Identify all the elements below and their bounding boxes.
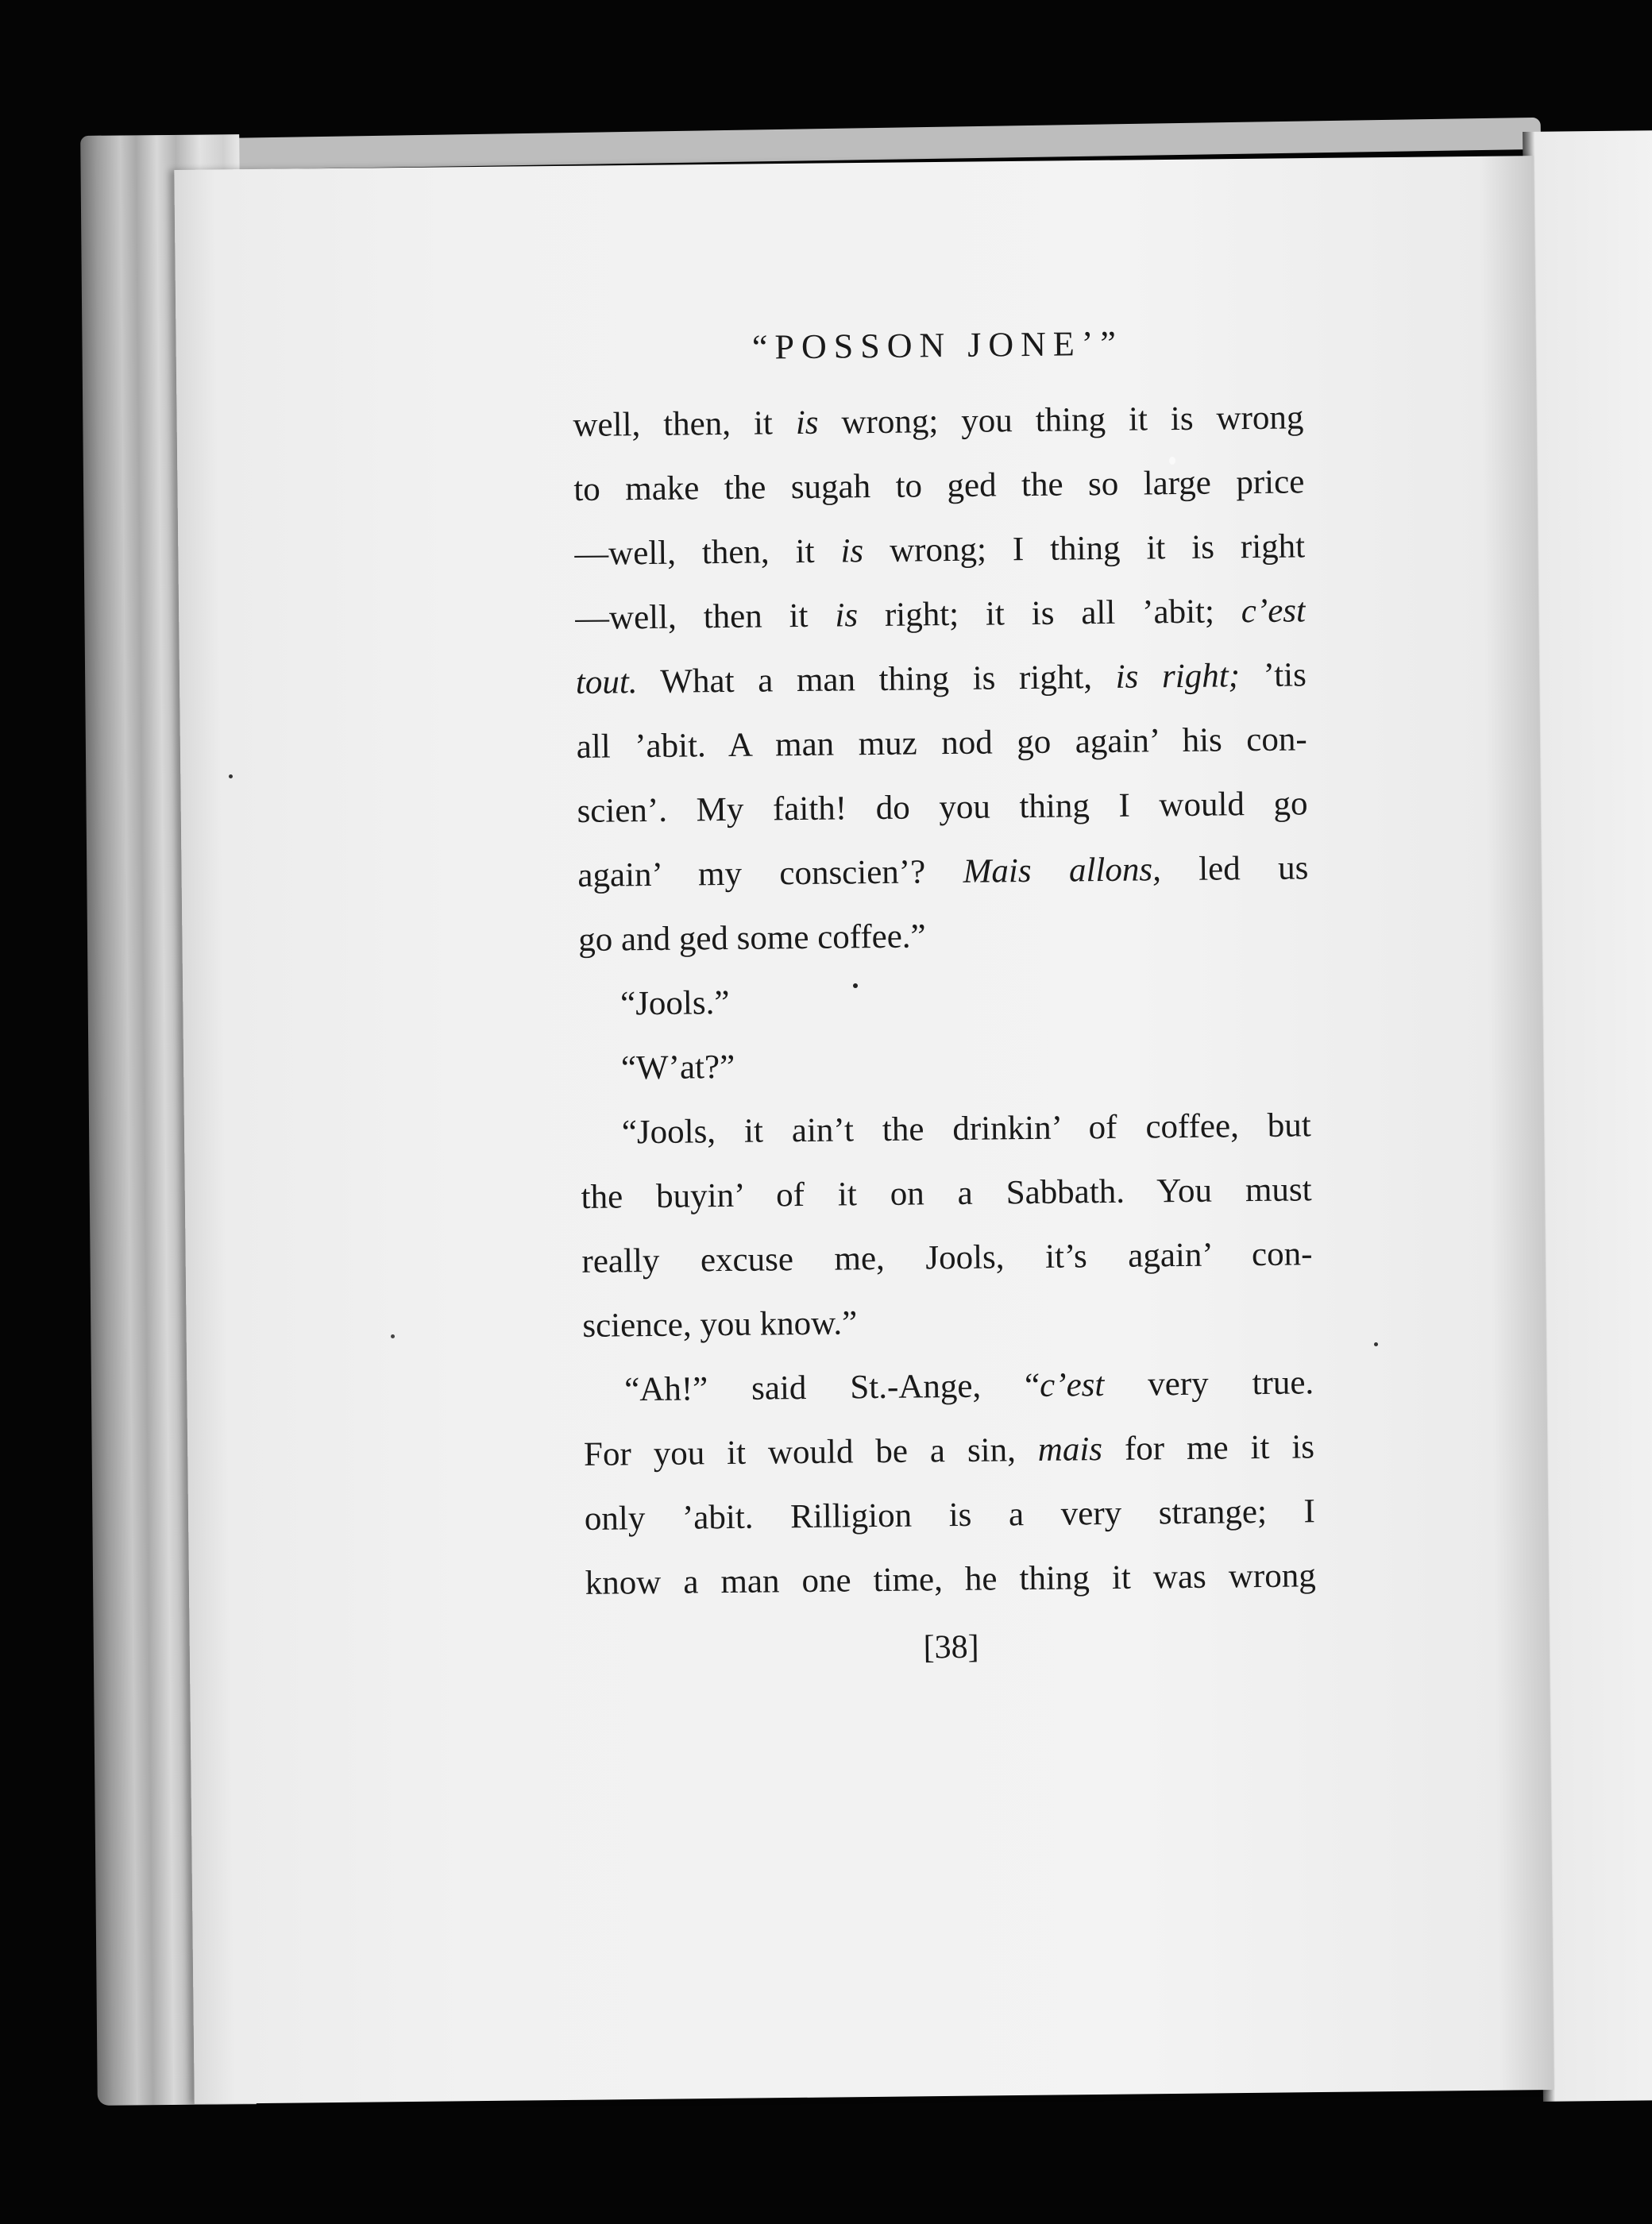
text-line bbox=[584, 1479, 1315, 1551]
text-run: science, you know.” bbox=[582, 1304, 858, 1345]
italic-run: c’est bbox=[1039, 1366, 1105, 1404]
text-run: —well, then it bbox=[574, 597, 836, 637]
italic-run: mais bbox=[1037, 1431, 1103, 1469]
italic-run: Mais allons, bbox=[963, 851, 1162, 890]
text-run: “W’at?” bbox=[620, 1048, 735, 1087]
text-run: What a man thing is right, bbox=[637, 658, 1116, 701]
text-line bbox=[585, 1543, 1316, 1616]
text-run: really excuse me, Jools, it’s again’ con- bbox=[581, 1235, 1313, 1280]
text-line bbox=[583, 1350, 1314, 1423]
text-run: scien’. My faith! do you thing I would go bbox=[577, 785, 1308, 830]
text-run: wrong; I thing it is right bbox=[863, 527, 1306, 570]
italic-run: is bbox=[840, 532, 864, 570]
text-line bbox=[579, 964, 1310, 1037]
text-run: go and ged some coffee.” bbox=[578, 917, 926, 959]
text-run: the buyin’ of it on a Sabbath. You must bbox=[581, 1171, 1312, 1216]
text-run: to make the sugah to ged the so large price bbox=[573, 463, 1305, 508]
page-number: [38] bbox=[923, 1628, 979, 1666]
italic-run: is right; bbox=[1115, 657, 1241, 696]
text-run: only ’abit. Rilligion is a very strange; I bbox=[584, 1492, 1316, 1538]
text-line bbox=[582, 1286, 1314, 1358]
text-line bbox=[581, 1157, 1312, 1230]
text-line bbox=[577, 771, 1308, 844]
text-line bbox=[580, 1093, 1311, 1165]
page-text-block bbox=[572, 306, 1317, 1687]
text-line bbox=[580, 1029, 1311, 1101]
text-run: right; it is all ’abit; bbox=[857, 593, 1242, 635]
text-line bbox=[574, 514, 1306, 586]
italic-run: tout. bbox=[575, 663, 638, 701]
italic-run: is bbox=[835, 597, 859, 635]
text-run: again’ my conscien’? bbox=[577, 852, 963, 894]
text-run: led us bbox=[1160, 849, 1309, 889]
text-run: for me it is bbox=[1102, 1428, 1315, 1469]
text-run: all ’abit. A man muz nod go again’ his con- bbox=[576, 720, 1307, 766]
text-run: “Ah!” said St.-Ange, “ bbox=[623, 1366, 1040, 1409]
text-run: ’tis bbox=[1239, 656, 1307, 695]
italic-run: is bbox=[795, 403, 819, 442]
paper-speck bbox=[1374, 1342, 1378, 1346]
text-run: “Jools, it ain’t the drinkin’ of coffee, but bbox=[621, 1106, 1311, 1152]
paper-speck bbox=[391, 1334, 395, 1338]
italic-run: c’est bbox=[1241, 592, 1307, 631]
text-line bbox=[573, 450, 1305, 522]
text-line bbox=[575, 643, 1307, 715]
text-line bbox=[573, 385, 1304, 458]
running-head: “POSSON JONE’” bbox=[751, 323, 1124, 367]
text-line bbox=[581, 1222, 1313, 1294]
text-run: “Jools.” bbox=[620, 983, 730, 1023]
text-line bbox=[578, 900, 1310, 972]
text-run: —well, then, it bbox=[573, 532, 841, 573]
text-run: know a man one time, he thing it was wrong bbox=[585, 1557, 1316, 1602]
text-run: very true. bbox=[1104, 1364, 1314, 1404]
text-line bbox=[576, 707, 1307, 779]
text-line bbox=[577, 836, 1309, 908]
paper-speck bbox=[229, 774, 233, 778]
text-run: For you it would be a sin, bbox=[583, 1431, 1039, 1473]
text-run: wrong; you thing it is wrong bbox=[818, 399, 1304, 442]
text-line bbox=[584, 1415, 1315, 1487]
text-line bbox=[575, 578, 1307, 651]
text-run: well, then, it bbox=[573, 404, 797, 444]
